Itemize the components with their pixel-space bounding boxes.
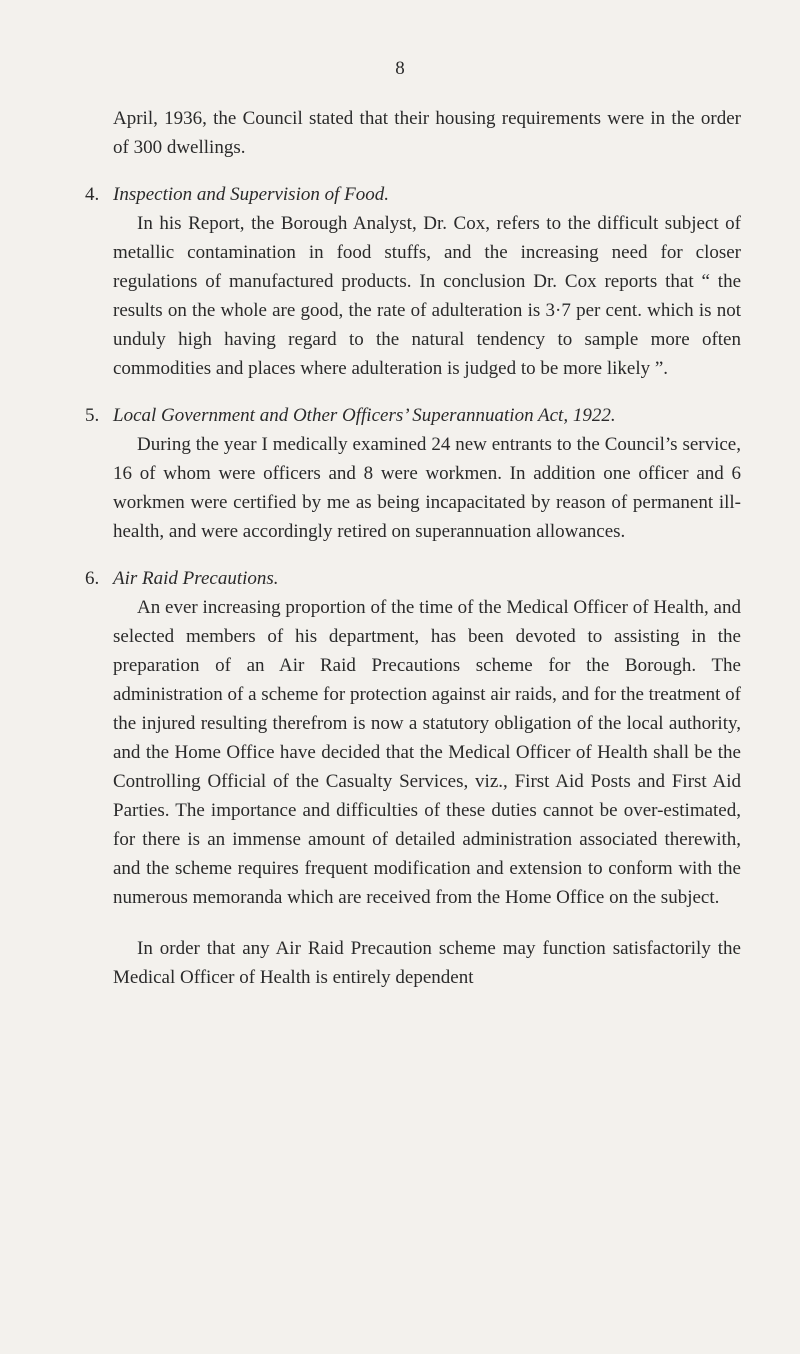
section-number: 4. [85,184,100,205]
section-body: An ever increasing proportion of the time of the Medical Officer of Health, and selected members of his department, has been devoted to assisting in the preparation of an Air Raid Precautions scheme for the Borough. The administration of a scheme for protection against air raids, and for the treatment of the injured resulting therefrom is now a statutory obligation of the local authority, and the Home Office have decided that the Medical Officer of Health shall be the Controlling Official of the Casualty Services, viz., First Aid Posts and First Aid Parties. The importance and difficulties of these duties cannot be over-estimated, for there is an immense amount of detailed administration associated therewith, and the scheme requires frequent modification and extension to conform with the numerous memoranda which are received from the Home Office on the subject. [113,597,741,908]
section-body: In his Report, the Borough Analyst, Dr. Cox, refers to the difficult subject of metallic contamination in food stuffs, and the increasing need for closer regulations of manufactured products. In conclusion Dr. Cox reports that “ the results on the whole are good, the rate of adulteration is 3·7 per cent. which is not unduly high having regard to the natural tendency to sample more often commodities and places where adulteration is judged to be more likely ”. [113,213,741,379]
section-heading [85,401,741,430]
section-number: 6. [85,568,100,589]
section-inspection-of-food [85,180,741,383]
intro-paragraph: April, 1936, the Council stated that their housing requirements were in the order of 300 dwellings. [113,108,741,158]
section-title: Inspection and Supervision of Food. [113,184,389,205]
page-content [85,104,741,1011]
section-air-raid-precautions [85,564,741,912]
section-number: 5. [85,405,100,426]
section-title: Local Government and Other Officers’ Superannuation Act, 1922. [113,405,616,426]
section-heading [85,564,741,593]
closing-paragraph: In order that any Air Raid Precaution scheme may function satisfactorily the Medical Officer of Health is entirely dependent [113,938,741,988]
section-title: Air Raid Precautions. [113,568,279,589]
section-body: During the year I medically examined 24 new entrants to the Council’s service, 16 of whom were officers and 8 were workmen. In addition one officer and 6 workmen were certified by me as being incapacitated by reason of permanent ill-health, and were accordingly retired on superannuation allowances. [113,434,741,542]
section-superannuation-act [85,401,741,546]
page-number: 8 [395,58,405,79]
section-heading [85,180,741,209]
